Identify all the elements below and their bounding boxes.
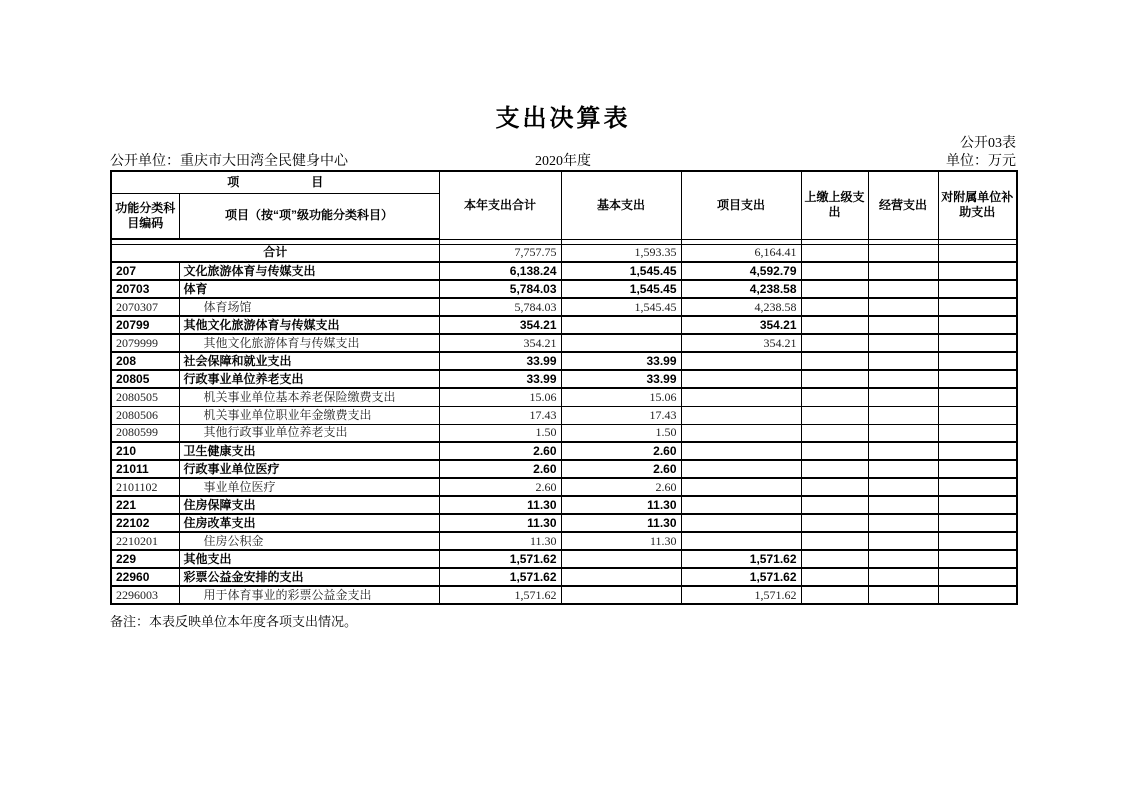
- cell-project: [681, 370, 801, 388]
- cell-project: [681, 442, 801, 460]
- cell-upper: [801, 568, 868, 586]
- cell-project: 354.21: [681, 316, 801, 334]
- cell-operating: [868, 406, 938, 424]
- cell-subsidy: [938, 496, 1017, 514]
- cell-upper: [801, 478, 868, 496]
- cell-subsidy: [938, 352, 1017, 370]
- cell-subsidy: [938, 460, 1017, 478]
- header-basic: 基本支出: [561, 171, 681, 239]
- cell-total: 33.99: [439, 352, 561, 370]
- header-item: 项目（按“项”级功能分类科目）: [179, 193, 439, 239]
- cell-total: 1,571.62: [439, 550, 561, 568]
- cell-item: 住房改革支出: [179, 514, 439, 532]
- document-sheet: [110, 0, 1016, 794]
- header-group-item: 项 目: [111, 171, 439, 193]
- cell-total: 354.21: [439, 334, 561, 352]
- cell-operating: [868, 352, 938, 370]
- cell-operating: [868, 424, 938, 442]
- header-project: 项目支出: [681, 171, 801, 239]
- cell-upper: [801, 424, 868, 442]
- table-row: [111, 532, 1017, 550]
- cell-item: 事业单位医疗: [179, 478, 439, 496]
- cell-upper: [801, 262, 868, 280]
- cell-upper: [801, 550, 868, 568]
- cell-upper: [801, 406, 868, 424]
- cell-operating: [868, 442, 938, 460]
- cell-upper: [801, 496, 868, 514]
- page-title: 支出决算表: [495, 105, 631, 132]
- cell-operating: [868, 532, 938, 550]
- table-row: [111, 316, 1017, 334]
- cell-project: 4,238.58: [681, 280, 801, 298]
- table-row: [111, 496, 1017, 514]
- cell-subsidy: [938, 586, 1017, 604]
- cell-project: [681, 532, 801, 550]
- cell-code: 22960: [111, 568, 179, 586]
- cell-basic: 2.60: [561, 460, 681, 478]
- cell-upper: [801, 388, 868, 406]
- table-row: [111, 280, 1017, 298]
- table-row: [111, 244, 1017, 262]
- table-row: [111, 478, 1017, 496]
- cell-project: 1,571.62: [681, 550, 801, 568]
- cell-operating: [868, 460, 938, 478]
- cell-item: 彩票公益金安排的支出: [179, 568, 439, 586]
- cell-project: [681, 460, 801, 478]
- footnote: 备注：本表反映单位本年度各项支出情况。: [110, 614, 358, 629]
- cell-operating: [868, 316, 938, 334]
- cell-subsidy: [938, 424, 1017, 442]
- cell-total: 11.30: [439, 532, 561, 550]
- cell-project: [681, 352, 801, 370]
- cell-operating: [868, 388, 938, 406]
- cell-upper: [801, 532, 868, 550]
- unit-label: 单位：万元: [946, 154, 1016, 169]
- table-row: [111, 586, 1017, 604]
- year-label: 2020年度: [535, 154, 591, 169]
- table-code-label: 公开03表: [960, 136, 1016, 151]
- cell-code: 2296003: [111, 586, 179, 604]
- cell-code: 208: [111, 352, 179, 370]
- cell-total: 1,571.62: [439, 586, 561, 604]
- cell-item: 体育: [179, 280, 439, 298]
- cell-subsidy: [938, 388, 1017, 406]
- cell-total: 11.30: [439, 496, 561, 514]
- header-operating: 经营支出: [868, 171, 938, 239]
- cell-project: [681, 424, 801, 442]
- cell-basic: 15.06: [561, 388, 681, 406]
- meta-row: [110, 150, 1016, 168]
- cell-basic: 17.43: [561, 406, 681, 424]
- cell-upper: [801, 370, 868, 388]
- table-row: [111, 568, 1017, 586]
- cell-operating: [868, 298, 938, 316]
- table-row: [111, 262, 1017, 280]
- table-row: [111, 388, 1017, 406]
- cell-code: 2080506: [111, 406, 179, 424]
- cell-subsidy: [938, 244, 1017, 262]
- cell-total: 17.43: [439, 406, 561, 424]
- cell-item: 文化旅游体育与传媒支出: [179, 262, 439, 280]
- cell-operating: [868, 496, 938, 514]
- cell-basic: [561, 334, 681, 352]
- cell-item: 社会保障和就业支出: [179, 352, 439, 370]
- cell-operating: [868, 244, 938, 262]
- cell-total: 6,138.24: [439, 262, 561, 280]
- cell-item: 机关事业单位基本养老保险缴费支出: [179, 388, 439, 406]
- table-row: [111, 352, 1017, 370]
- cell-basic: 1.50: [561, 424, 681, 442]
- header-total: 本年支出合计: [439, 171, 561, 239]
- cell-subsidy: [938, 316, 1017, 334]
- cell-operating: [868, 334, 938, 352]
- cell-total: 354.21: [439, 316, 561, 334]
- table-row: [111, 406, 1017, 424]
- cell-item: 卫生健康支出: [179, 442, 439, 460]
- table-row: [111, 370, 1017, 388]
- cell-item: 其他文化旅游体育与传媒支出: [179, 334, 439, 352]
- cell-operating: [868, 262, 938, 280]
- cell-basic: [561, 550, 681, 568]
- cell-subsidy: [938, 514, 1017, 532]
- cell-subsidy: [938, 262, 1017, 280]
- cell-code: 207: [111, 262, 179, 280]
- cell-subsidy: [938, 334, 1017, 352]
- cell-total: 7,757.75: [439, 244, 561, 262]
- cell-basic: 2.60: [561, 442, 681, 460]
- cell-operating: [868, 370, 938, 388]
- cell-basic: [561, 586, 681, 604]
- cell-total: 2.60: [439, 460, 561, 478]
- table-row: [111, 550, 1017, 568]
- cell-subsidy: [938, 568, 1017, 586]
- cell-basic: 33.99: [561, 370, 681, 388]
- cell-operating: [868, 568, 938, 586]
- cell-item: 用于体育事业的彩票公益金支出: [179, 586, 439, 604]
- cell-item: 机关事业单位职业年金缴费支出: [179, 406, 439, 424]
- cell-code: 21011: [111, 460, 179, 478]
- cell-code: 20799: [111, 316, 179, 334]
- cell-item: 其他行政事业单位养老支出: [179, 424, 439, 442]
- cell-operating: [868, 514, 938, 532]
- cell-item: 合计: [111, 244, 439, 262]
- cell-subsidy: [938, 442, 1017, 460]
- cell-total: 1.50: [439, 424, 561, 442]
- cell-total: 11.30: [439, 514, 561, 532]
- cell-code: 22102: [111, 514, 179, 532]
- cell-code: 2070307: [111, 298, 179, 316]
- cell-code: 221: [111, 496, 179, 514]
- cell-item: 行政事业单位养老支出: [179, 370, 439, 388]
- cell-basic: 2.60: [561, 478, 681, 496]
- cell-upper: [801, 514, 868, 532]
- table-row: [111, 424, 1017, 442]
- cell-subsidy: [938, 550, 1017, 568]
- cell-operating: [868, 586, 938, 604]
- table-row: [111, 460, 1017, 478]
- cell-upper: [801, 352, 868, 370]
- cell-project: [681, 514, 801, 532]
- cell-upper: [801, 586, 868, 604]
- cell-code: 20805: [111, 370, 179, 388]
- cell-basic: 1,545.45: [561, 262, 681, 280]
- cell-item: 体育场馆: [179, 298, 439, 316]
- cell-operating: [868, 550, 938, 568]
- cell-subsidy: [938, 478, 1017, 496]
- cell-code: 2080505: [111, 388, 179, 406]
- table-row: [111, 298, 1017, 316]
- cell-code: 2101102: [111, 478, 179, 496]
- cell-item: 其他文化旅游体育与传媒支出: [179, 316, 439, 334]
- cell-upper: [801, 280, 868, 298]
- cell-project: 1,571.62: [681, 568, 801, 586]
- cell-upper: [801, 334, 868, 352]
- cell-total: 2.60: [439, 442, 561, 460]
- cell-code: 2079999: [111, 334, 179, 352]
- cell-operating: [868, 478, 938, 496]
- cell-item: 行政事业单位医疗: [179, 460, 439, 478]
- cell-basic: 11.30: [561, 532, 681, 550]
- cell-project: 4,238.58: [681, 298, 801, 316]
- cell-basic: 11.30: [561, 496, 681, 514]
- expenditure-table: [110, 170, 1018, 605]
- cell-project: [681, 388, 801, 406]
- cell-total: 5,784.03: [439, 298, 561, 316]
- cell-basic: [561, 568, 681, 586]
- table-row: [111, 334, 1017, 352]
- cell-project: [681, 496, 801, 514]
- cell-subsidy: [938, 532, 1017, 550]
- cell-basic: 1,545.45: [561, 298, 681, 316]
- header-subsidy: 对附属单位补助支出: [938, 171, 1017, 239]
- table-row: [111, 442, 1017, 460]
- cell-code: 20703: [111, 280, 179, 298]
- cell-basic: [561, 316, 681, 334]
- cell-project: 1,571.62: [681, 586, 801, 604]
- cell-upper: [801, 298, 868, 316]
- cell-project: 354.21: [681, 334, 801, 352]
- cell-basic: 1,545.45: [561, 280, 681, 298]
- org-label: 公开单位：重庆市大田湾全民健身中心: [110, 154, 348, 169]
- cell-total: 15.06: [439, 388, 561, 406]
- cell-subsidy: [938, 370, 1017, 388]
- cell-upper: [801, 244, 868, 262]
- cell-project: 4,592.79: [681, 262, 801, 280]
- cell-basic: 33.99: [561, 352, 681, 370]
- table-row: [111, 514, 1017, 532]
- cell-code: 210: [111, 442, 179, 460]
- table-header: [111, 171, 1017, 239]
- cell-total: 1,571.62: [439, 568, 561, 586]
- header-code: 功能分类科目编码: [111, 193, 179, 239]
- cell-total: 33.99: [439, 370, 561, 388]
- cell-project: [681, 406, 801, 424]
- cell-item: 住房保障支出: [179, 496, 439, 514]
- cell-total: 2.60: [439, 478, 561, 496]
- header-upper: 上缴上级支出: [801, 171, 868, 239]
- cell-subsidy: [938, 406, 1017, 424]
- cell-upper: [801, 460, 868, 478]
- cell-subsidy: [938, 280, 1017, 298]
- cell-item: 住房公积金: [179, 532, 439, 550]
- cell-upper: [801, 316, 868, 334]
- cell-item: 其他支出: [179, 550, 439, 568]
- cell-operating: [868, 280, 938, 298]
- cell-project: [681, 478, 801, 496]
- cell-code: 229: [111, 550, 179, 568]
- cell-basic: 1,593.35: [561, 244, 681, 262]
- cell-code: 2080599: [111, 424, 179, 442]
- cell-basic: 11.30: [561, 514, 681, 532]
- cell-project: 6,164.41: [681, 244, 801, 262]
- cell-code: 2210201: [111, 532, 179, 550]
- cell-upper: [801, 442, 868, 460]
- cell-total: 5,784.03: [439, 280, 561, 298]
- cell-subsidy: [938, 298, 1017, 316]
- table-body: [111, 239, 1017, 604]
